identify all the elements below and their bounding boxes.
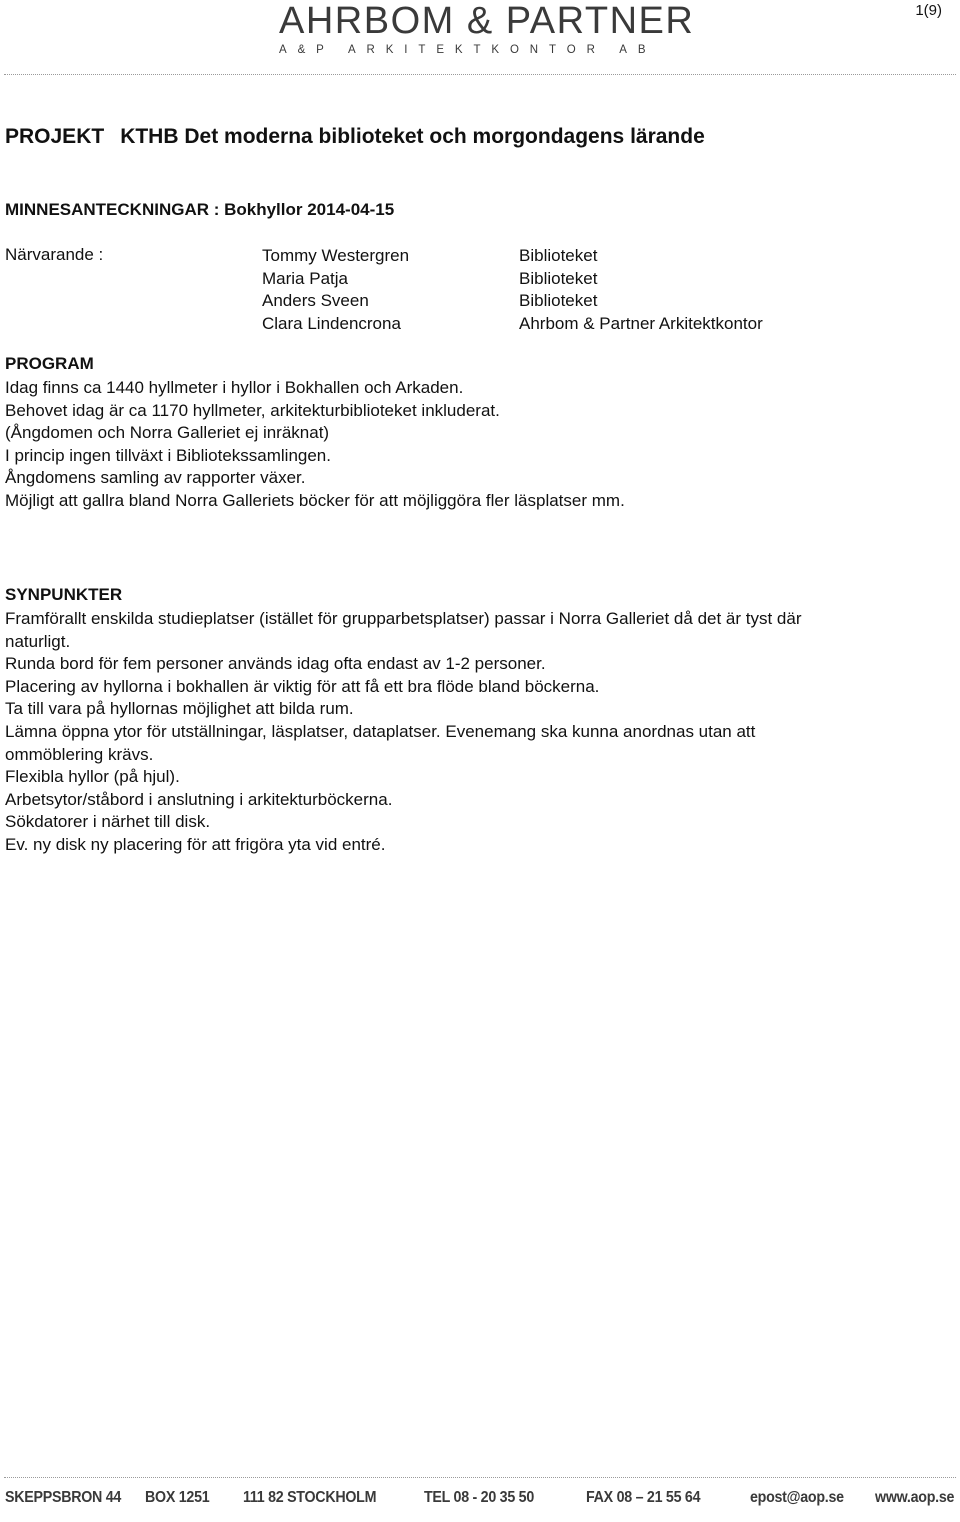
project-label: PROJEKT: [5, 125, 105, 148]
attendee-names: [262, 245, 409, 335]
footer-address: SKEPPSBRON 44: [5, 1489, 122, 1506]
program-line: Behovet idag är ca 1170 hyllmeter, arkitekturbiblioteket inkluderat.: [5, 400, 500, 420]
synpunkter-line: Arbetsytor/ståbord i anslutning i arkitekturböckerna.: [5, 789, 393, 809]
project-name: KTHB Det moderna biblioteket och morgondagens lärande: [120, 125, 705, 148]
attendee-org: Biblioteket: [519, 246, 598, 265]
synpunkter-heading: SYNPUNKTER: [5, 585, 123, 604]
attendee-name: Anders Sveen: [262, 291, 369, 310]
synpunkter-line: Ev. ny disk ny placering för att frigöra yta vid entré.: [5, 834, 386, 854]
synpunkter-line: ommöblering krävs.: [5, 744, 154, 764]
company-logo: AHRBOM & PARTNER: [279, 0, 695, 42]
program-heading: PROGRAM: [5, 354, 94, 373]
minutes-heading: MINNESANTECKNINGAR : Bokhyllor 2014-04-15: [5, 200, 395, 219]
company-logo-subtitle: A&P ARKITEKTKONTOR AB: [279, 44, 657, 56]
program-text: [5, 377, 950, 513]
synpunkter-text: [5, 608, 950, 857]
header-divider: [4, 74, 956, 75]
synpunkter-line: naturligt.: [5, 631, 71, 651]
attendee-name: Maria Patja: [262, 268, 348, 288]
footer-city: 111 82 STOCKHOLM: [243, 1489, 377, 1506]
attendee-organizations: [519, 245, 763, 335]
synpunkter-line: Sökdatorer i närhet till disk.: [5, 812, 211, 832]
program-line: Ångdomens samling av rapporter växer.: [5, 468, 306, 488]
program-line: Möjligt att gallra bland Norra Galleriets böcker för att möjliggöra fler läsplatser mm.: [5, 490, 625, 510]
synpunkter-line: Flexibla hyllor (på hjul).: [5, 767, 180, 787]
attendee-org: Biblioteket: [519, 268, 598, 288]
attendees-label: Närvarande :: [5, 245, 104, 264]
synpunkter-line: Framförallt enskilda studieplatser (istället för grupparbetsplatser) passar i Norra Galleriet då det är tyst där: [5, 609, 802, 628]
footer-box: BOX 1251: [145, 1489, 210, 1506]
synpunkter-line: Runda bord för fem personer används idag ofta endast av 1-2 personer.: [5, 654, 546, 674]
footer-website[interactable]: www.aop.se: [875, 1489, 955, 1506]
footer-email[interactable]: epost@aop.se: [750, 1489, 844, 1506]
attendee-org: Ahrbom & Partner Arkitektkontor: [519, 313, 763, 333]
synpunkter-line: Ta till vara på hyllornas möjlighet att bilda rum.: [5, 699, 354, 719]
page-number: 1(9): [915, 2, 942, 19]
program-line: Idag finns ca 1440 hyllmeter i hyllor i Bokhallen och Arkaden.: [5, 378, 464, 397]
attendee-name: Clara Lindencrona: [262, 313, 401, 333]
footer-fax: FAX 08 – 21 55 64: [586, 1489, 701, 1506]
program-line: (Ångdomen och Norra Galleriet ej inräknat): [5, 423, 330, 443]
document-title: [5, 125, 705, 149]
synpunkter-line: Placering av hyllorna i bokhallen är viktig för att få ett bra flöde bland böckerna.: [5, 676, 600, 696]
synpunkter-line: Lämna öppna ytor för utställningar, läsplatser, dataplatser. Evenemang ska kunna anordnas utan att: [5, 721, 756, 741]
attendee-name: Tommy Westergren: [262, 246, 410, 265]
footer-divider: [4, 1477, 956, 1478]
attendee-org: Biblioteket: [519, 291, 598, 310]
program-line: I princip ingen tillväxt i Bibliotekssamlingen.: [5, 445, 331, 465]
footer-phone: TEL 08 - 20 35 50: [424, 1489, 534, 1506]
